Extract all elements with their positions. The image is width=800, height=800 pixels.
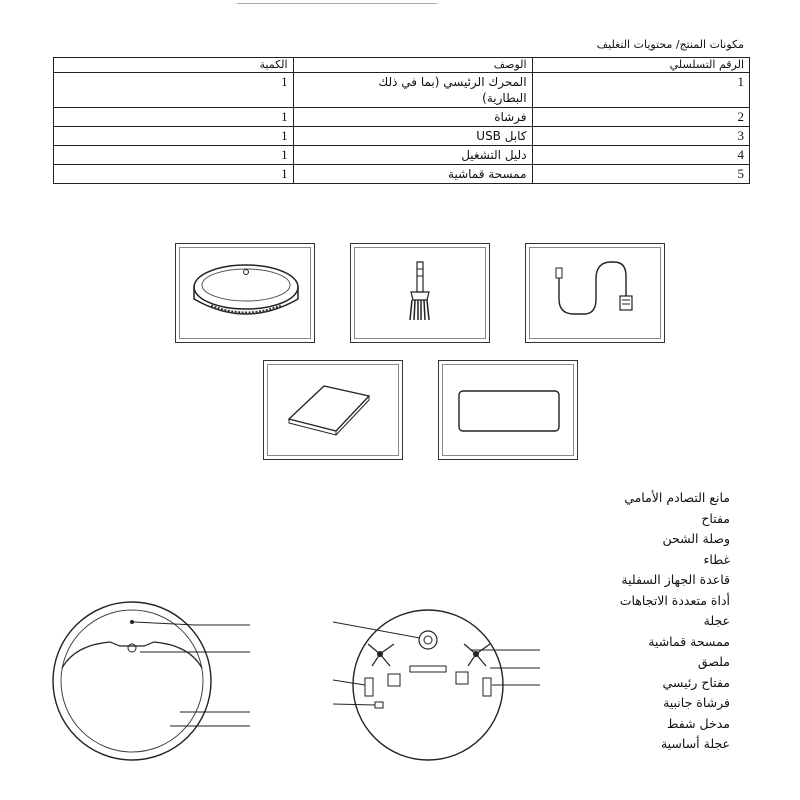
cell-serial: 4	[532, 146, 749, 165]
list-item: وصلة الشحن	[662, 531, 730, 546]
cell-description: ممسحة قماشية	[293, 165, 532, 184]
list-item: غطاء	[703, 551, 730, 567]
cell-quantity: 1	[54, 165, 294, 184]
list-item: مانع التصادم الأمامي	[624, 490, 730, 505]
cell-serial: 5	[532, 165, 749, 184]
robot-vacuum-image	[175, 243, 315, 343]
cell-quantity: 1	[54, 73, 294, 108]
cell-quantity: 1	[54, 127, 294, 146]
package-contents-table	[53, 57, 750, 184]
cell-description: دليل التشغيل	[293, 146, 532, 165]
header-serial: الرقم التسلسلي	[532, 58, 749, 73]
usb-cable-icon	[526, 244, 666, 344]
list-item: فرشاة جانبية	[663, 695, 730, 710]
brush-icon	[351, 244, 491, 344]
top-divider	[237, 0, 437, 4]
table-row	[54, 73, 750, 108]
list-item: ملصق	[697, 654, 730, 669]
list-item: عجلة	[703, 613, 730, 628]
manual-image	[263, 360, 403, 460]
cell-description: كابل USB	[293, 127, 532, 146]
list-item: مدخل شفط	[666, 715, 730, 731]
robot-bottom-view	[333, 610, 540, 760]
cell-serial: 3	[532, 127, 749, 146]
cell-serial: 2	[532, 108, 749, 127]
header-quantity: الكمية	[54, 58, 294, 73]
list-item: مفتاح رئيسي	[662, 674, 730, 690]
table-row	[54, 108, 750, 127]
table-header-row	[54, 58, 750, 73]
description-line: المحرك الرئيسي (بما في ذلك	[378, 75, 527, 89]
table-row	[54, 146, 750, 165]
section-title: مكونات المنتج/ محتويات التغليف	[596, 38, 744, 51]
cell-quantity: 1	[54, 108, 294, 127]
robot-top-view	[53, 602, 250, 760]
cell-serial: 1	[532, 73, 749, 108]
cell-quantity: 1	[54, 146, 294, 165]
robot-parts-diagram	[0, 600, 560, 800]
table-row	[54, 165, 750, 184]
robot-vacuum-icon	[176, 244, 316, 344]
header-description: الوصف	[293, 58, 532, 73]
cleaning-cloth-image	[438, 360, 578, 460]
usb-cable-image	[525, 243, 665, 343]
manual-book-icon	[264, 361, 404, 461]
description-line: البطارية)	[482, 91, 527, 105]
cell-description	[293, 73, 532, 108]
list-item: ممسحة قماشية	[648, 633, 730, 649]
table-row	[54, 127, 750, 146]
cloth-pad-icon	[439, 361, 579, 461]
brush-image	[350, 243, 490, 343]
list-item: مفتاح	[701, 510, 730, 526]
list-item: قاعدة الجهاز السفلية	[621, 572, 730, 587]
cell-description: فرشاة	[293, 108, 532, 127]
parts-list	[620, 488, 730, 755]
list-item: عجلة أساسية	[660, 736, 730, 751]
list-item: أداة متعددة الاتجاهات	[619, 592, 730, 608]
